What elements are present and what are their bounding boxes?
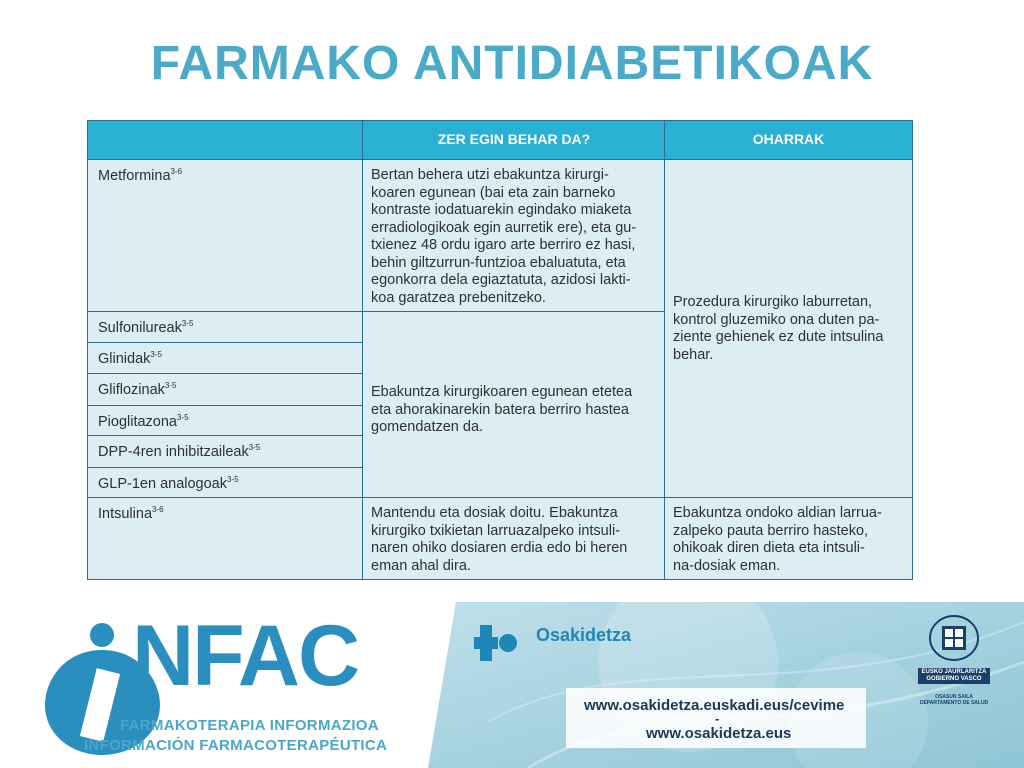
antidiabetic-table — [87, 120, 913, 580]
drug-name-dpp4: DPP-4ren inhibitzaileak$^{3-5}$ — [98, 443, 261, 460]
osakidetza-name: Osakidetza — [536, 625, 632, 645]
header-cell-todo: ZER EGIN BEHAR DA? — [363, 121, 665, 159]
slide-title: FARMAKO ANTIDIABETIKOAK — [150, 37, 874, 90]
government-name: EUSKO JAURLARITZA GOBIERNO VASCO — [918, 668, 990, 684]
notes-oral: Prozedura kirurgiko laburretan, kontrol gluzemiko ona duten pa- ziente gehienek ez dute intsulina behar. — [673, 294, 884, 363]
drug-name-gliflozinak: Gliflozinak$^{3-5}$ — [98, 381, 177, 398]
infac-subtitle-eu: FARMAKOTERAPIA INFORMAZIOA — [120, 717, 379, 734]
drug-name-glp1: GLP-1en analogoak$^{3-5}$ — [98, 475, 239, 492]
drug-name-metformina: Metformina$^{3-6}$ — [98, 167, 183, 184]
url-separator: - — [715, 711, 720, 726]
osakidetza-link[interactable]: www.osakidetza.eus — [646, 725, 792, 742]
basque-government-emblem-icon — [924, 614, 984, 662]
cevime-link[interactable]: www.osakidetza.euskadi.eus/cevime — [584, 697, 845, 714]
header-cell-empty — [88, 121, 363, 159]
notes-intsulina: Ebakuntza ondoko aldian larrua- zalpeko pauta berriro hasteko, ohikoak diren dieta eta intsuli- na-dosiak eman. — [673, 505, 882, 574]
drug-name-pioglitazona: Pioglitazona$^{3-5}$ — [98, 413, 189, 430]
drug-name-intsulina: Intsulina$^{3-6}$ — [98, 505, 164, 522]
drug-name-glinidak: Glinidak$^{3-5}$ — [98, 350, 162, 367]
infac-subtitle-es: INFORMACIÓN FARMACOTERAPÉUTICA — [84, 737, 388, 754]
todo-oral-group: Ebakuntza kirurgikoaren egunean etetea eta ahorakinarekin batera berriro hastea gomendatzen da. — [371, 384, 633, 435]
todo-metformina: Bertan behera utzi ebakuntza kirurgi- koaren egunean (bai eta zain barneko kontraste iodatuarekin egindako miaketa erradiologikoak egin aurretik ere), eta gu- txienez 48 ordu igaro arte berriro ez hasi, behin giltzurrun-funtzioa ebaluatuta, eta egonkorra dela egiaztatuta, azidosi lakti- koa garatzea prebenitzeko. — [371, 167, 637, 306]
header-cell-notes: OHARRAK — [665, 121, 912, 159]
department-name: OSASUN SAILA DEPARTAMENTO DE SALUD — [919, 694, 989, 706]
osakidetza-logo-icon — [468, 615, 528, 675]
infac-wordmark: NFAC — [132, 608, 359, 704]
todo-intsulina: Mantendu eta dosiak doitu. Ebakuntza kirurgiko txikietan larruazalpeko intsuli- naren ohiko dosiaren erdia edo bi heren eman ahal dira. — [371, 505, 628, 574]
drug-name-sulfonilureak: Sulfonilureak$^{3-5}$ — [98, 319, 194, 336]
